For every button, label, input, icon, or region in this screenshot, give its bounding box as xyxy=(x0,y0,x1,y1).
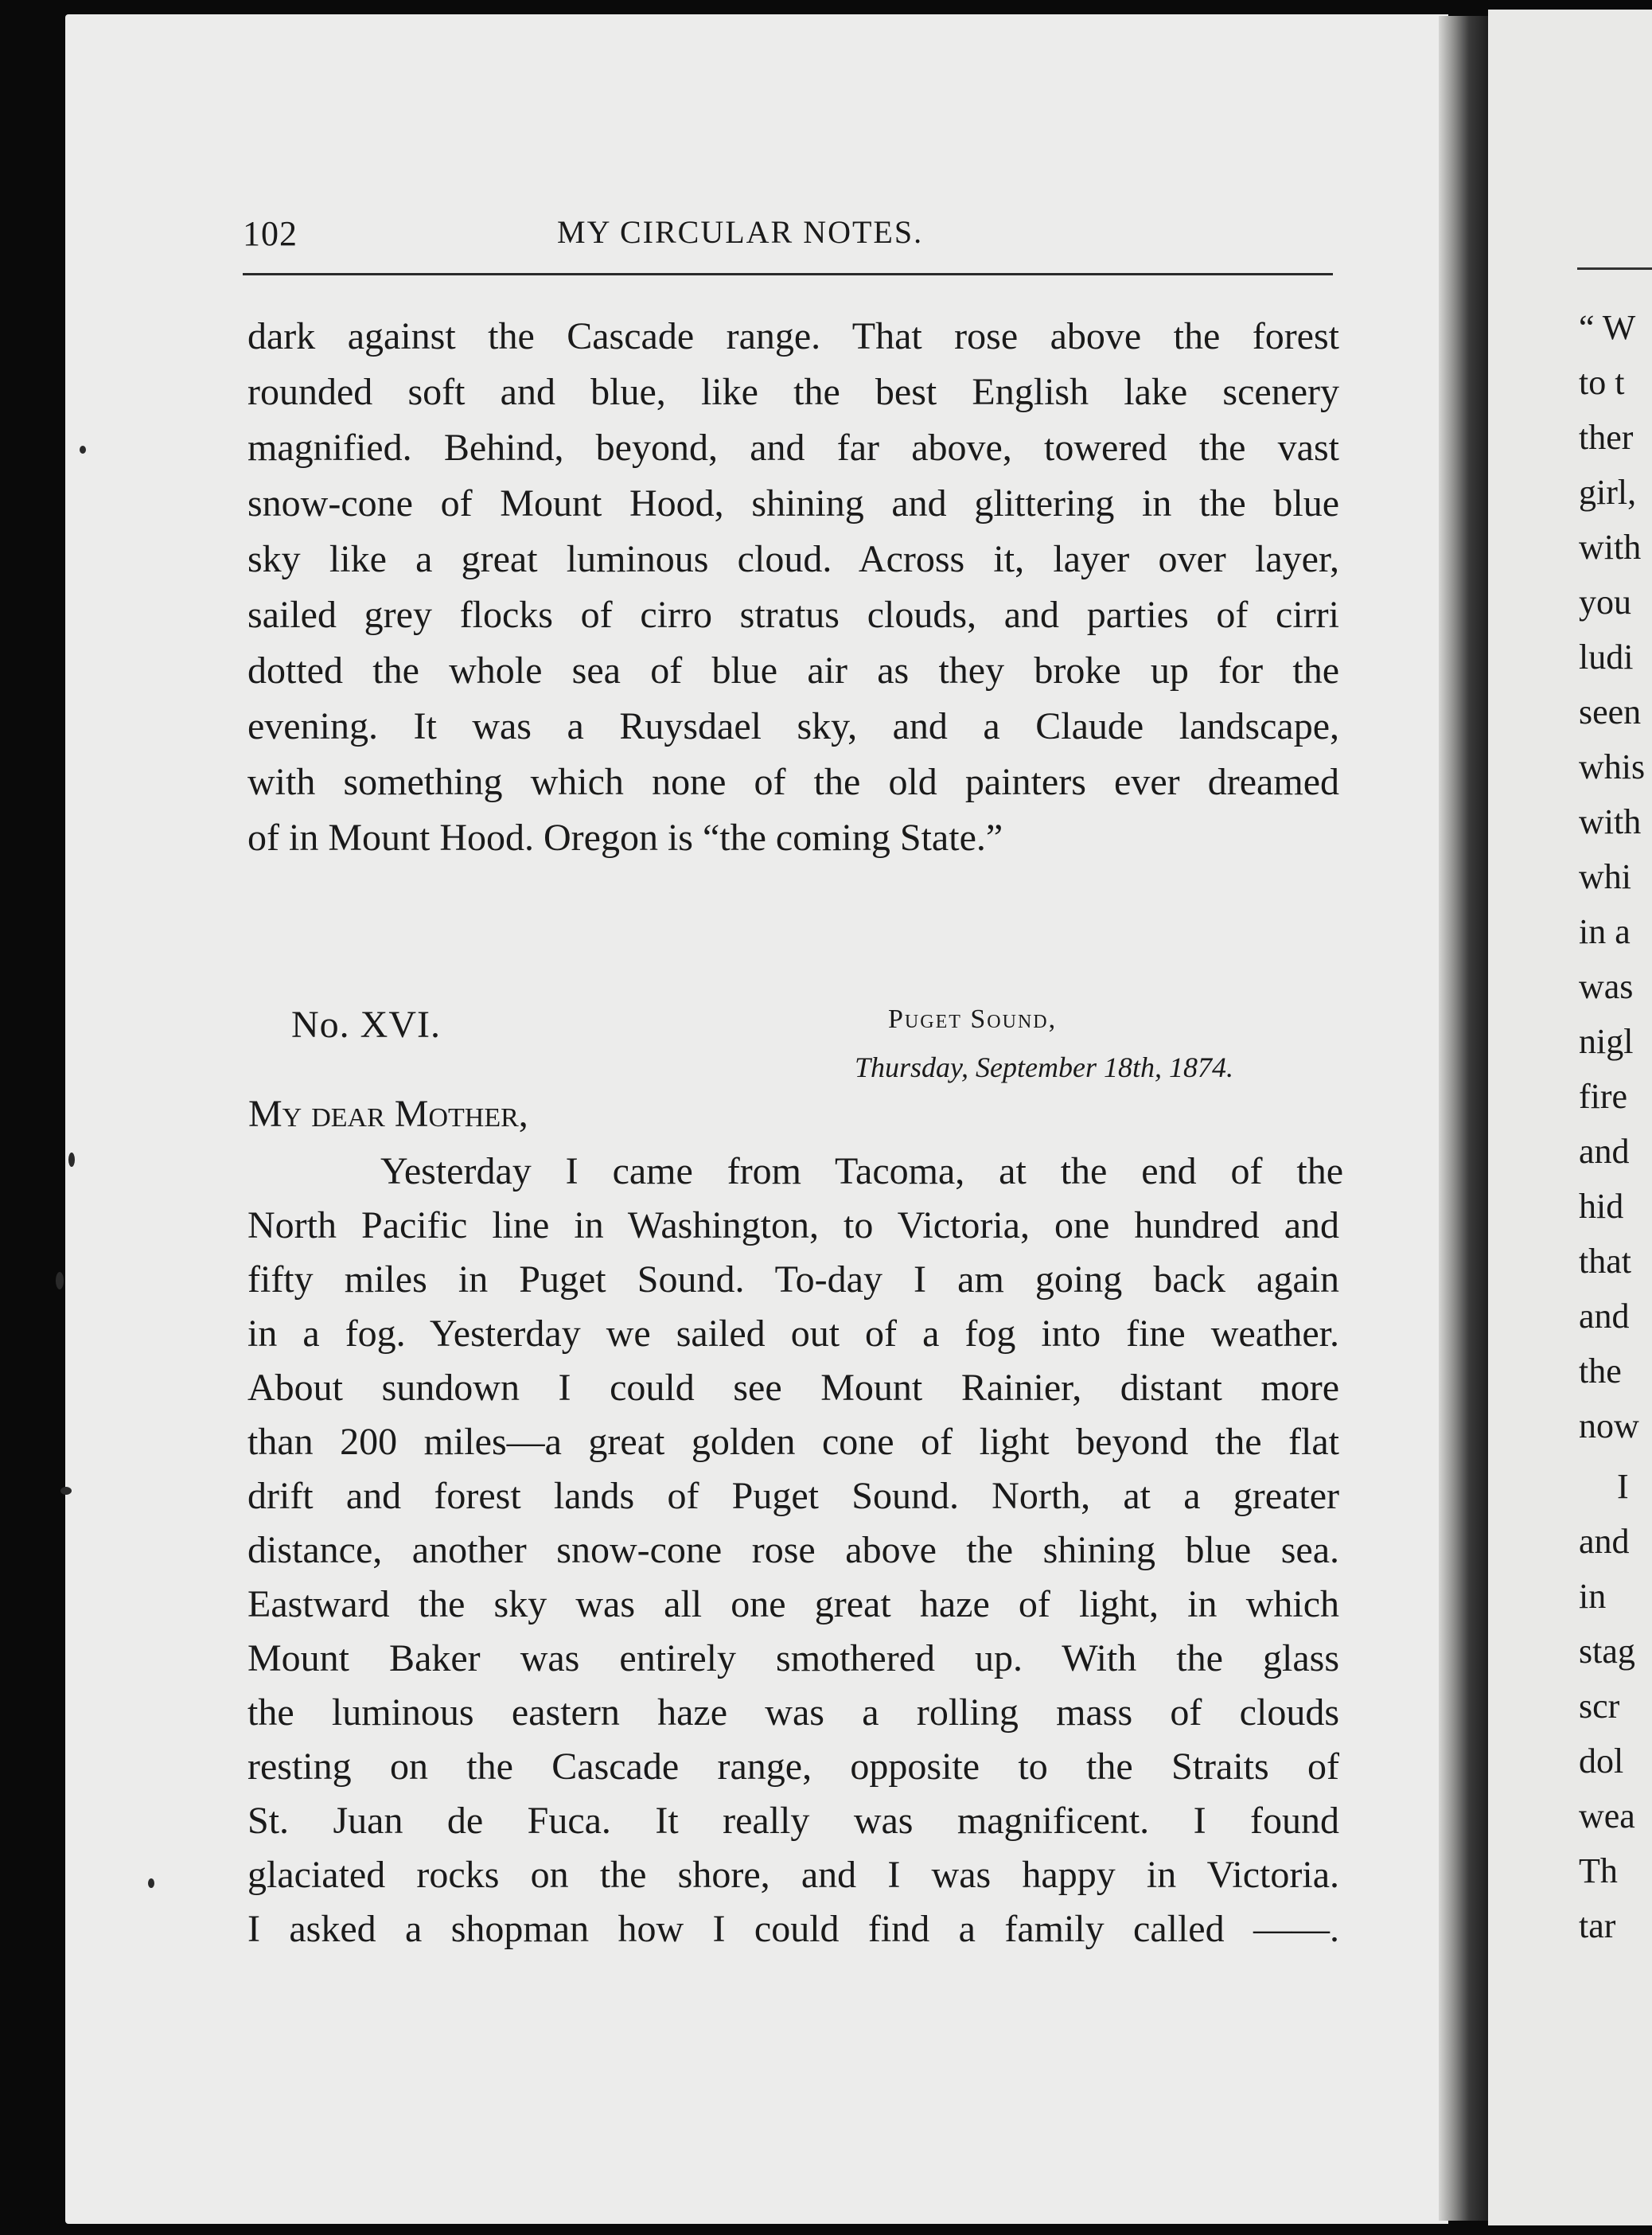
text-line: snow-cone of Mount Hood, shining and glittering in the blue xyxy=(247,482,1339,525)
text-line: I asked a shopman how I could find a family called ——. xyxy=(247,1908,1339,1950)
text-line: of in Mount Hood. Oregon is “the coming State.” xyxy=(247,817,1003,859)
facing-line: seen xyxy=(1579,692,1642,731)
facing-line: whis xyxy=(1579,747,1646,786)
text-line: the luminous eastern haze was a rolling mass of clouds xyxy=(247,1691,1339,1734)
letter-date: Thursday, September 18th, 1874. xyxy=(855,1051,1233,1083)
text-line: Mount Baker was entirely smothered up. With the glass xyxy=(247,1637,1339,1679)
facing-line: and xyxy=(1579,1522,1630,1561)
text-line: dotted the whole sea of blue air as they broke up for the xyxy=(247,649,1339,692)
facing-line: now xyxy=(1579,1406,1639,1445)
facing-line: nigl xyxy=(1579,1022,1634,1061)
facing-line: scr xyxy=(1579,1687,1620,1726)
text-line: Yesterday I came from Tacoma, at the end of the xyxy=(380,1150,1343,1192)
facing-line: in a xyxy=(1579,912,1631,951)
facing-page-head-rule xyxy=(1577,267,1652,270)
facing-line: in xyxy=(1579,1577,1607,1616)
facing-line: tar xyxy=(1579,1906,1616,1945)
text-line: dark against the Cascade range. That rose above the forest xyxy=(247,315,1339,357)
text-line: resting on the Cascade range, opposite to the Straits of xyxy=(247,1745,1339,1788)
facing-line: Th xyxy=(1579,1851,1618,1890)
facing-line: “ W xyxy=(1579,308,1636,347)
facing-line: to t xyxy=(1579,363,1625,402)
text-line: magnified. Behind, beyond, and far above, towered the vast xyxy=(247,427,1339,469)
text-line: sky like a great luminous cloud. Across it, layer over layer, xyxy=(247,538,1339,580)
facing-line: dol xyxy=(1579,1742,1624,1781)
facing-line: wea xyxy=(1579,1796,1635,1835)
text-line: North Pacific line in Washington, to Victoria, one hundred and xyxy=(247,1204,1339,1246)
margin-speck xyxy=(148,1878,154,1888)
facing-line: the xyxy=(1579,1352,1622,1391)
text-line: distance, another snow-cone rose above the shining blue sea. xyxy=(247,1529,1339,1571)
salutation: My dear Mother, xyxy=(248,1093,528,1135)
letter-place: Puget Sound, xyxy=(888,1004,1058,1034)
facing-line: girl, xyxy=(1579,473,1637,512)
header-rule xyxy=(243,273,1333,275)
facing-line: fire xyxy=(1579,1077,1628,1116)
book-spine xyxy=(1439,16,1490,2221)
facing-line: and xyxy=(1579,1297,1630,1336)
facing-line: hid xyxy=(1579,1187,1624,1226)
text-line: in a fog. Yesterday we sailed out of a fog into fine weather. xyxy=(247,1313,1339,1355)
facing-line: ther xyxy=(1579,418,1634,457)
facing-line: with xyxy=(1579,802,1642,841)
text-line: St. Juan de Fuca. It really was magnificent. I found xyxy=(247,1800,1339,1842)
text-line: glaciated rocks on the shore, and I was happy in Victoria. xyxy=(247,1854,1339,1896)
text-line: than 200 miles—a great golden cone of light beyond the flat xyxy=(247,1421,1339,1463)
text-line: drift and forest lands of Puget Sound. North, at a greater xyxy=(247,1475,1339,1517)
facing-line: that xyxy=(1579,1242,1631,1281)
letter-number: No. XVI. xyxy=(291,1004,441,1046)
text-line: with something which none of the old painters ever dreamed xyxy=(247,761,1339,803)
running-head: MY CIRCULAR NOTES. xyxy=(557,214,924,250)
text-line: Eastward the sky was all one great haze of light, in which xyxy=(247,1583,1339,1625)
facing-line: you xyxy=(1579,583,1631,622)
margin-speck xyxy=(60,1487,72,1495)
facing-line: stag xyxy=(1579,1632,1635,1671)
facing-line: ludi xyxy=(1579,638,1634,677)
page-number: 102 xyxy=(243,214,298,253)
facing-line: I xyxy=(1617,1467,1629,1506)
facing-line: was xyxy=(1579,967,1634,1006)
facing-line: and xyxy=(1579,1132,1630,1171)
margin-speck xyxy=(56,1272,64,1289)
facing-line: with xyxy=(1579,528,1642,567)
margin-speck xyxy=(68,1153,75,1167)
text-line: sailed grey flocks of cirro stratus clouds, and parties of cirri xyxy=(247,594,1339,636)
facing-line: whi xyxy=(1579,857,1631,896)
margin-speck xyxy=(80,446,86,454)
text-line: fifty miles in Puget Sound. To-day I am going back again xyxy=(247,1258,1339,1301)
text-line: evening. It was a Ruysdael sky, and a Claude landscape, xyxy=(247,705,1339,747)
text-line: About sundown I could see Mount Rainier, distant more xyxy=(247,1367,1339,1409)
text-line: rounded soft and blue, like the best English lake scenery xyxy=(247,371,1339,413)
